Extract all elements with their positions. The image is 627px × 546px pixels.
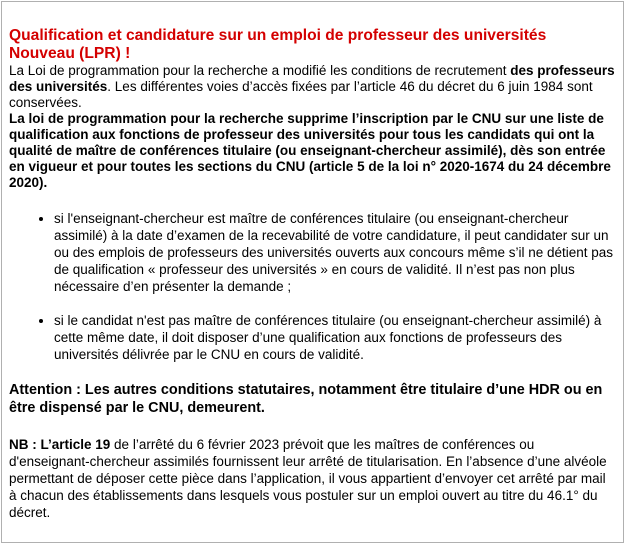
conditions-list [9, 210, 616, 363]
nb-label: NB : [9, 437, 37, 452]
intro-text-2: . Les différentes voies d’accès fixées par l’article 46 du décret du 6 juin 1984 sont conservées. [9, 79, 593, 110]
bold-paragraph [9, 111, 616, 191]
list-item: • si l'enseignant-chercheur est maître de conférences titulaire (ou enseignant-chercheur assimilé) à la date d’examen de la recevabilité de votre candidature, il peut candidater sur un ou des emplois de professeurs des universités ouverts aux concours même s’il ne détient pas de qualification « professeur des universités » en cours de validité. Il n’est pas non plus nécessaire d’en présenter la demande ; [54, 210, 616, 295]
bold-paragraph-text: La loi de programmation pour la recherche supprime l’inscription par le CNU sur une liste de qualification aux fonctions de professeur des universités pour tous les candidats qui ont la qualité de maître de conférences titulaire (ou enseignant-chercheur assimilé), dès son entrée en vigueur et pour toutes les sections du CNU (article 5 de la loi n° 2020-1674 du 24 décembre 2020). [9, 111, 611, 190]
nb-text: de l’arrêté du 6 février 2023 prévoit que les maîtres de conférences ou d'enseignant-chercheur assimilés fournissent leur arrêté de titularisation. En l’absence d’une alvéole permettant de déposer cette pièce dans l’application, il vous appartient d’envoyer cet arrêté par mail à chacun des établissements dans lesquels vous postuler sur un emploi ouvert au titre du 46.1° du décret. [9, 437, 607, 520]
page-title: Qualification et candidature sur un emploi de professeur des universités Nouveau (LPR) ! [9, 27, 547, 62]
nb-article: L’article 19 [36, 437, 111, 452]
intro-bold: des professeurs des universités [9, 63, 615, 94]
intro-text-1: La Loi de programmation pour la recherche a modifié les conditions de recrutement [9, 63, 511, 78]
attention-paragraph: Attention : Les autres conditions statutaires, notamment être titulaire d’une HDR ou en être dispensé par le CNU, demeurent. [9, 382, 603, 416]
list-item: • si le candidat n'est pas maître de conférences titulaire (ou enseignant-chercheur assimilé) à cette même date, il doit disposer d’une qualification aux fonctions de professeurs des universités délivrée par le CNU en cours de validité. [54, 312, 616, 363]
nb-paragraph [9, 436, 616, 521]
content-frame [1, 1, 624, 543]
content-body [9, 27, 616, 521]
intro-paragraph [9, 63, 616, 111]
